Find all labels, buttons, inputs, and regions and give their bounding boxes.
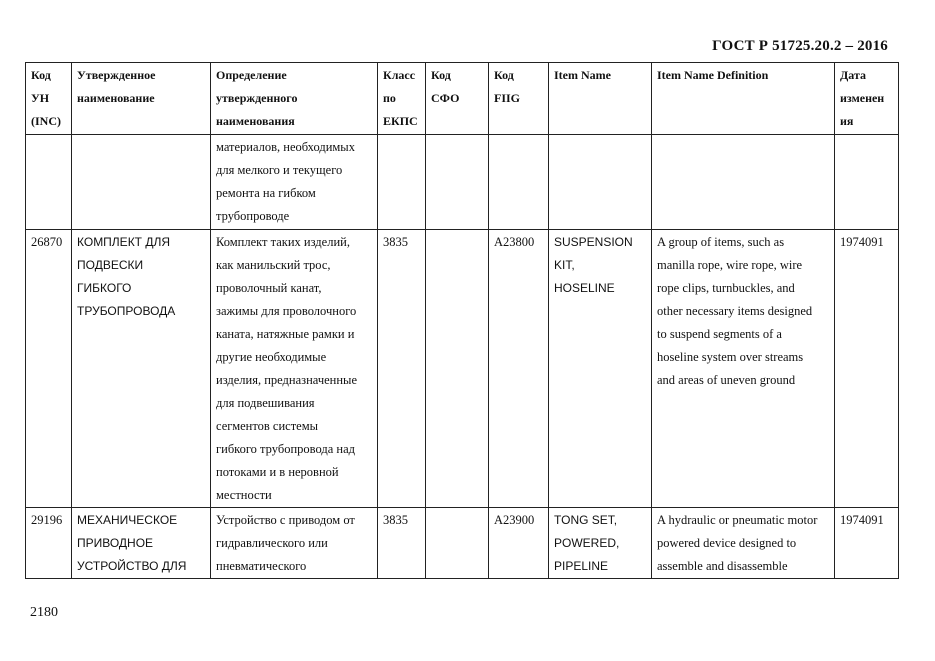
- cell-class: 3835: [378, 508, 426, 579]
- cell-item-definition: [652, 135, 835, 230]
- cell-class: [378, 135, 426, 230]
- specification-table: [25, 62, 899, 579]
- page-number: 2180: [30, 605, 58, 620]
- cell-sfo: [426, 508, 489, 579]
- cell-definition: материалов, необходимых для мелкого и текущего ремонта на гибком трубопроводе: [211, 135, 378, 230]
- col-header-date: Дата изменен ия: [835, 63, 899, 135]
- col-header-class: Класс по ЕКПС: [378, 63, 426, 135]
- cell-inc: [26, 135, 72, 230]
- cell-sfo: [426, 135, 489, 230]
- col-header-sfo: Код СФО: [426, 63, 489, 135]
- cell-inc: 26870: [26, 230, 72, 508]
- cell-date: [835, 135, 899, 230]
- cell-inc: 29196: [26, 508, 72, 579]
- cell-item-name: TONG SET, POWERED, PIPELINE: [549, 508, 652, 579]
- col-header-fiig: Код FIIG: [489, 63, 549, 135]
- cell-approved-name: [72, 135, 211, 230]
- cell-item-name: SUSPENSION KIT, HOSELINE: [549, 230, 652, 508]
- table-row: [26, 508, 899, 579]
- document-standard-header: ГОСТ Р 51725.20.2 – 2016: [712, 38, 888, 54]
- cell-item-definition: A hydraulic or pneumatic motor powered device designed to assemble and disassemble: [652, 508, 835, 579]
- col-header-item-name: Item Name: [549, 63, 652, 135]
- cell-approved-name: КОМПЛЕКТ ДЛЯ ПОДВЕСКИ ГИБКОГО ТРУБОПРОВОДА: [72, 230, 211, 508]
- cell-item-name: [549, 135, 652, 230]
- col-header-inc: Код УН (INC): [26, 63, 72, 135]
- cell-item-definition: A group of items, such as manilla rope, wire rope, wire rope clips, turnbuckles, and other necessary items designed to suspend segments of a hoseline system over streams and areas of uneven ground: [652, 230, 835, 508]
- cell-fiig: A23800: [489, 230, 549, 508]
- table-header-row: [26, 63, 899, 135]
- cell-approved-name: МЕХАНИЧЕСКОЕ ПРИВОДНОЕ УСТРОЙСТВО ДЛЯ: [72, 508, 211, 579]
- cell-fiig: [489, 135, 549, 230]
- cell-fiig: A23900: [489, 508, 549, 579]
- col-header-item-definition: Item Name Definition: [652, 63, 835, 135]
- table-row: [26, 230, 899, 508]
- cell-definition: Комплект таких изделий, как манильский трос, проволочный канат, зажимы для проволочного каната, натяжные рамки и другие необходимые изделия, предназначенные для подвешивания сегментов системы гибкого трубопровода над потоками и в неровной местности: [211, 230, 378, 508]
- col-header-approved-name: Утвержденное наименование: [72, 63, 211, 135]
- table-row: [26, 135, 899, 230]
- cell-definition: Устройство с приводом от гидравлического или пневматического: [211, 508, 378, 579]
- cell-sfo: [426, 230, 489, 508]
- cell-class: 3835: [378, 230, 426, 508]
- col-header-definition: Определение утвержденного наименования: [211, 63, 378, 135]
- cell-date: 1974091: [835, 230, 899, 508]
- cell-date: 1974091: [835, 508, 899, 579]
